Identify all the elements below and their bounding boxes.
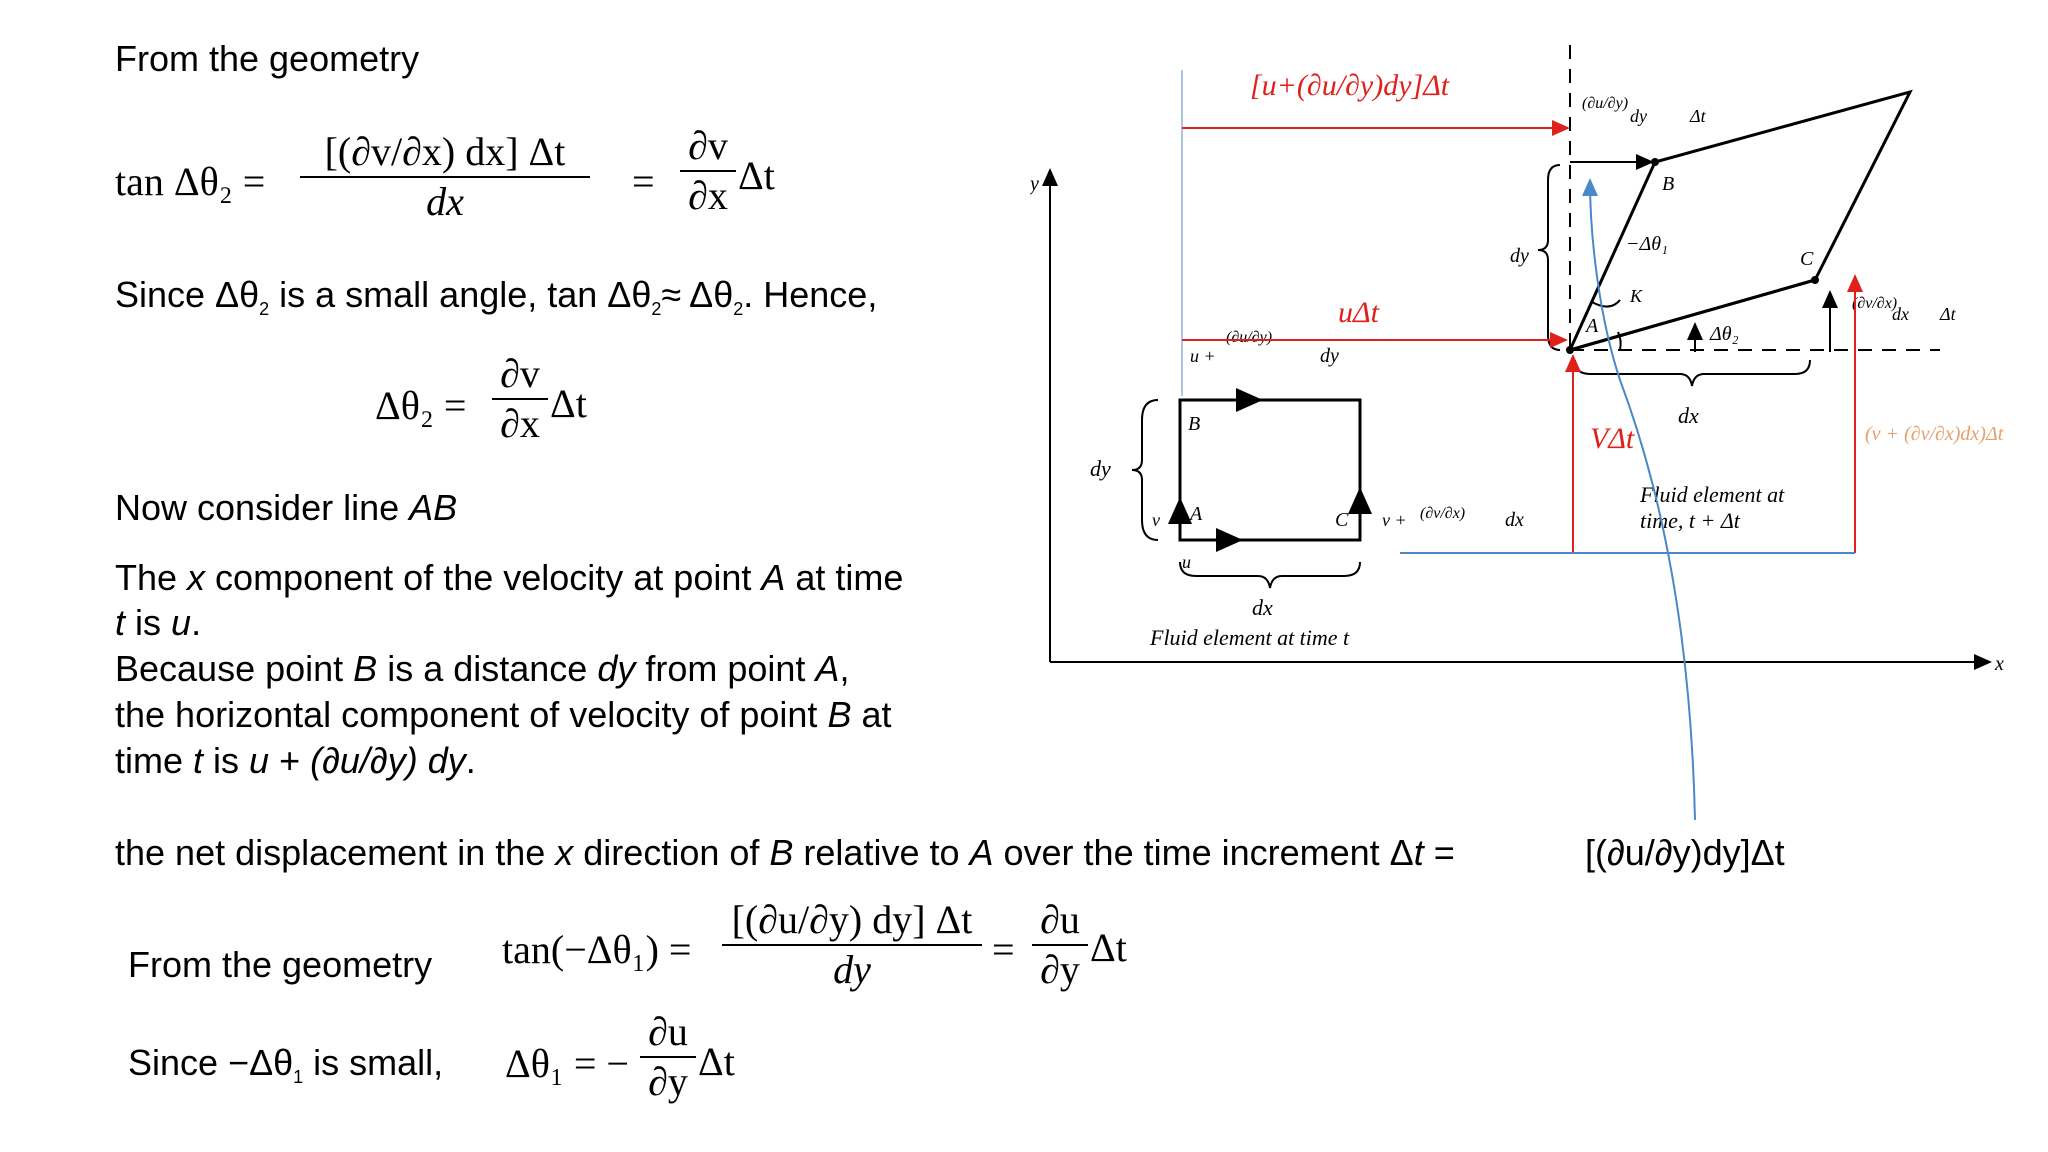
label-u-plus: u + xyxy=(1190,346,1216,366)
label-C-t: C xyxy=(1335,509,1349,531)
label-v-expr: (v + (∂v/∂x)dx)Δt xyxy=(1865,423,2004,445)
label-dv-dx-right: (∂v/∂x) xyxy=(1852,295,1898,312)
label-A-t: A xyxy=(1190,503,1203,525)
small-angle-text: Since $\Delta\theta_2$ is a small angle, $\tan \Delta\theta_2\approx \Delta\theta_2$. Hence, xyxy=(115,274,878,320)
heading-geometry-2: From the geometry xyxy=(128,944,433,985)
label-u: u xyxy=(1182,552,1191,572)
label-K: K xyxy=(1630,286,1643,306)
caption-fluid-dt-1: Fluid element at xyxy=(1640,482,1785,507)
label-du-dy-left: (∂u/∂y) xyxy=(1226,329,1273,346)
y-axis-label: y xyxy=(1030,173,1039,195)
label-B-t: B xyxy=(1188,413,1201,435)
since-small-text: Since $-\Delta\theta_1$ is small, xyxy=(128,1042,444,1088)
label-dv-dx-left: (∂v/∂x) xyxy=(1420,505,1466,522)
net-displacement-value: [(∂u/∂y)dy]Δt xyxy=(1585,832,1785,873)
label-top-red: [u+(∂u/∂y)dy]Δt xyxy=(1250,69,1450,102)
caption-fluid-dt-2: time, t + Δt xyxy=(1640,508,1740,533)
net-displacement-text: the net displacement in the x direction of B relative to A over the time increment Δt = xyxy=(115,832,1455,873)
label-C-dt: C xyxy=(1800,248,1814,270)
label-dt-right: Δt xyxy=(1940,304,1956,324)
point-C xyxy=(1811,276,1819,284)
label-dx-mid: dx xyxy=(1505,509,1524,531)
label-v-plus: v + xyxy=(1382,510,1407,530)
label-theta2: Δθ₂ xyxy=(1710,323,1739,345)
consider-line-ab: Now consider line AB xyxy=(115,487,458,528)
label-dx-bottom: dx xyxy=(1252,595,1273,620)
point-B xyxy=(1651,158,1659,166)
label-dy-left: dy xyxy=(1090,456,1111,481)
angle-arc-theta1 xyxy=(1592,300,1620,307)
label-du-dy-top: (∂u/∂y) xyxy=(1582,95,1629,112)
label-dy-right: dy xyxy=(1510,245,1529,267)
label-dt-top: Δt xyxy=(1690,106,1706,126)
brace-dy-right xyxy=(1538,165,1560,350)
fluid-element-diagram xyxy=(1030,40,2030,840)
brace-dx-right xyxy=(1575,360,1810,386)
label-B-dt: B xyxy=(1662,173,1675,195)
label-dy-mid: dy xyxy=(1320,345,1339,367)
x-axis-label: x xyxy=(1995,653,2004,675)
heading-geometry: From the geometry xyxy=(115,38,420,79)
point-A xyxy=(1566,346,1574,354)
label-neg-theta1: −Δθ₁ xyxy=(1626,233,1669,255)
label-dx-right-eq: dx xyxy=(1892,304,1909,324)
line-AC xyxy=(1570,280,1815,350)
label-A-dt: A xyxy=(1586,315,1599,337)
brace-dx-bottom xyxy=(1180,562,1360,588)
label-dx-right: dx xyxy=(1678,403,1699,428)
caption-fluid-t: Fluid element at time t xyxy=(1150,625,1350,650)
fluid-element-t xyxy=(1180,400,1360,540)
label-u-dt: uΔt xyxy=(1338,296,1379,329)
label-dy-top: dy xyxy=(1630,106,1647,126)
label-v-dt: VΔt xyxy=(1590,422,1635,455)
label-v: v xyxy=(1152,510,1160,530)
